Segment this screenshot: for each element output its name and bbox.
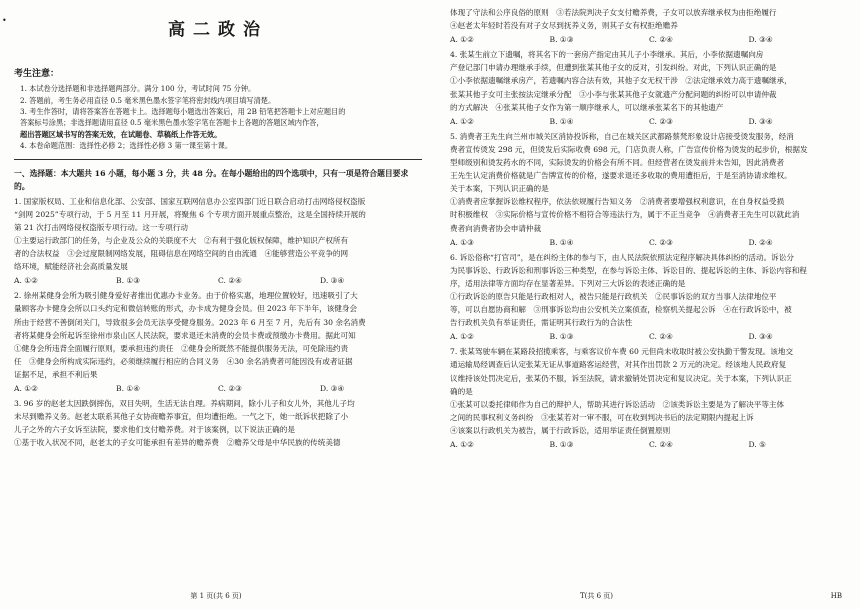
option-d: D. ③④ xyxy=(320,384,345,394)
notice-line: 超出答题区域书写的答案无效，在试题卷、草稿纸上作答无效。 xyxy=(20,129,222,139)
answer-options xyxy=(450,33,848,46)
question-line: 第 21 次打击网络侵权盗版专项行动。这一专项行动 xyxy=(14,222,188,232)
question-line: 2. 徐州某健身会所为吸引健身爱好者推出优惠办卡业务。由于价格实惠，地理位置较好，迅速吸引了大 xyxy=(14,291,358,301)
question-3 xyxy=(14,397,422,449)
answer-options xyxy=(14,274,422,287)
option-c: C. ②③ xyxy=(649,237,673,247)
question-line: 产登记部门申请办理继承手续，但遭到张某其他子女的反对，引发纠纷。对此，下列认识正确的是 xyxy=(450,63,777,73)
question-1 xyxy=(14,195,422,288)
question-line: 证据不足，承担不利后果 xyxy=(14,369,98,379)
section-heading: 一、选择题：本大题共 16 小题，每小题 3 分，共 48 分。在每小题给出的四个选项中，只有一项是符合题目要求的。 xyxy=(14,168,409,191)
question-line: ①主要运行政部门的任务，与企业及公众的关联度不大 ②有利于强化版权保障，维护知识产权所有 xyxy=(14,236,349,245)
question-line: 6. 诉讼俗称“打官司”，是在纠纷主体的参与下，由人民法院依照法定程序解决具体纠纷的活动。诉讼分 xyxy=(450,252,794,262)
question-line: 未尽到赡养义务。赵老太联系其他子女协商赡养事宜，但均遭拒绝。一气之下，她一纸诉状把除了小 xyxy=(14,412,349,422)
question-line: 通运输局经调查后认定张某无证从事道路客运经营，对其作出罚款 2 万元的决定。经该地人民政府复 xyxy=(450,360,787,370)
notice-line: 3. 考生作答时，请将答案答在答题卡上。选择题每小题选出答案后，用 2B 铅笔把答题卡上对应题目的 xyxy=(20,106,346,116)
option-d: D. ③④ xyxy=(748,332,773,342)
answer-options xyxy=(14,382,422,395)
option-d: D. ⑤ xyxy=(748,440,766,449)
notice-line: 2. 答题前，考生务必用直径 0.5 毫米黑色墨水签字笔将密封线内项目填写清楚。 xyxy=(20,95,276,105)
question-5 xyxy=(450,130,848,249)
question-line: 时积极维权 ③实际价格与宣传价格不相符合等违法行为，属于不正当竞争 ④消费者王先生可以就此消 xyxy=(450,210,800,220)
footer-code: HB xyxy=(830,591,842,600)
answer-options xyxy=(450,330,848,343)
option-b: B. ①③ xyxy=(116,276,141,286)
question-line: 议维持该处罚决定后，张某仍不服，诉至法院，请求撤销处罚决定和复议决定。关于本案，下列认识正 xyxy=(450,373,792,383)
option-a: A. ①② xyxy=(450,35,474,45)
question-line: 序，适用法律等方面均存在显著差异。下列对三大诉讼的表述正确的是 xyxy=(450,278,686,288)
right-page xyxy=(440,0,860,609)
option-c: C. ②④ xyxy=(218,276,242,286)
answer-options xyxy=(450,115,848,128)
option-a: A. ①② xyxy=(450,440,474,449)
option-d: D. ③④ xyxy=(748,35,773,45)
notice-line: 1. 本试卷分选择题和非选择题两部分。满分 100 分，考试时间 75 分钟。 xyxy=(20,84,256,94)
question-line: 之间的民事权利义务纠纷 ③张某若对一审不服，可在收到判决书后的法定期限内提起上诉 xyxy=(450,412,754,422)
question-line: ④该案以行政机关为被告，属于行政诉讼，适用举证责任倒置原则 xyxy=(450,425,671,435)
question-line: 者将某健身会所起诉至徐州市泉山区人民法院，要求退还未消费的会员卡费或预缴办卡费用。据此可知 xyxy=(14,330,356,340)
question-line: 费者向消费者协会申请仲裁 xyxy=(450,223,542,233)
question-line: 7. 张某驾驶车辆在某路段招揽乘客，与乘客议价车费 60 元但尚未收取时被公安执勤干警发现。该地交 xyxy=(450,347,794,357)
question-line: ①基于收入状况不同，赵老太的子女可能承担有差异的赡养费 ②赡养父母是中华民族的传统美德 xyxy=(14,438,341,448)
option-b: B. ①③ xyxy=(549,332,574,342)
question-line: 络环境，赋能经济社会高质量发展 xyxy=(14,262,128,272)
option-a: A. ①② xyxy=(14,276,38,286)
option-a: A. ①② xyxy=(14,384,38,394)
question-line: 5. 消费者王先生向兰州市城关区消协投诉称，自己在城关区武都路蔡梵形象设计店接受烫发服务，经消 xyxy=(450,131,794,141)
option-b: B. ①④ xyxy=(549,116,574,126)
question-line: 任 ③健身会所构成实际违约，必须继续履行相应的合同义务 ④30 余名消费者可能因没有或者证据 xyxy=(14,356,353,366)
question-4 xyxy=(450,48,848,128)
question-line: “剑网 2025”专项行动，于 5 月至 11 月开展，将聚焦 6 个专项方面开展重点整治，这是全国持续开展的 xyxy=(14,209,366,219)
question-line: 型师级别和烫发药水的不同，实际烫发的价格会有所不同。但经营者在烫发前并未告知，因此消费者 xyxy=(450,158,785,168)
question-line: 为民事诉讼、行政诉讼和刑事诉讼三种类型，在参与诉讼主体、诉讼目的、提起诉讼的主体、诉讼内容和程 xyxy=(450,265,807,275)
option-a: A. ①③ xyxy=(450,237,474,247)
question-line: ①健身会所违背全面履行原则，要承担违约责任 ②健身会所既然不能提供服务无法，可免除违约责 xyxy=(14,343,349,353)
notice-line: 答案标号涂黑；非选择题请用直径 0.5 毫米黑色墨水签字笔在答题卡上各题的答题区域内作答， xyxy=(20,118,324,128)
page-title: 高二政治 xyxy=(168,20,268,40)
question-line: ①消费者应掌握诉讼维权程序，依法依规履行告知义务 ②消费者要增强权利意识，在自身权益受损 xyxy=(450,197,785,207)
page-footer: 第 1 页(共 6 页) xyxy=(190,591,242,600)
option-d: D. ③④ xyxy=(748,116,773,126)
question-line: 1. 国家版权局、工业和信息化部、公安部、国家互联网信息办公室四部门近日联合启动打击网络侵权盗版 xyxy=(14,196,366,206)
question-line: 张某其他子女可主张按法定继承分配 ③小李与张某其他子女就遗产分配问题的纠纷可以申请仲裁 xyxy=(450,89,777,99)
question-line: 确的是 xyxy=(450,386,473,396)
question-line: 王先生认定消费价格就是广告牌宣传的价格，遂要求退还多收取的费用遭拒后，于是至消协请求维权。 xyxy=(450,171,792,181)
question-line: ①张某可以委托律师作为自己的辩护人，帮助其进行诉讼活动 ②该类诉讼主要是为了解决平等主体 xyxy=(450,399,785,409)
question-line: 3. 96 岁的赵老太因跌倒摔伤，双目失明，生活无法自理。养病期间，除小儿子和女儿外，其他儿子均 xyxy=(14,399,355,409)
option-c: C. ②④ xyxy=(649,332,673,342)
question-line: 者的合法权益 ③会过度限制网络发展，阻碍信息在网络空间的自由流通 ④能够营造公平竞争的网 xyxy=(14,249,349,259)
question-line: 等，可以自愿协商和解 ③刑事诉讼均由公安机关立案侦查，检察机关提起公诉 ④在行政诉讼中，被 xyxy=(450,305,792,315)
option-a: A. ①② xyxy=(450,116,474,126)
option-b: B. ①③ xyxy=(549,35,574,45)
option-c: C. ②③ xyxy=(218,384,242,394)
answer-options xyxy=(450,438,848,451)
question-line: 儿子之外的六子女诉至法院，要求他们支付赡养费。对于该案例，以下说法正确的是 xyxy=(14,425,295,435)
page-footer: T(共 6 页) xyxy=(580,591,614,600)
notice-line: 4. 本卷命题范围：选择性必修 2；选择性必修 3 第一课至第十课。 xyxy=(20,141,233,151)
question-line: 关于本案，下列认识正确的是 xyxy=(450,184,549,194)
answer-options xyxy=(450,236,848,249)
question-line: 量顾客办卡健身会所以口头约定和微信转账的形式，办卡成为健身会员。但 2023 年下半年，该健身会 xyxy=(14,304,358,314)
question-line: 费者宣传烫发 298 元，但烫发后实际收费 698 元，门店负责人称，广告宣传价格为烫发的起步价，根据发 xyxy=(450,144,808,154)
question-2 xyxy=(14,289,422,395)
notice-heading: 考生注意： xyxy=(14,69,60,79)
option-b: B. ①④ xyxy=(116,384,141,394)
question-line: 所由于经营不善倒闭关门，导致很多会员无法享受健身服务。2023 年 6 月至 7 月，先后有 30 余名消费 xyxy=(14,317,366,327)
corner-mark: • xyxy=(2,16,7,25)
question-line: ④赵老太年轻时若没有对子女尽到抚养义务，则其子女有权拒绝赡养 xyxy=(450,21,678,31)
option-c: C. ②④ xyxy=(649,440,673,449)
option-b: B. ①③ xyxy=(549,440,574,449)
question-line: ①行政诉讼的原告只能是行政相对人，被告只能是行政机关 ②民事诉讼的双方当事人法律地位平 xyxy=(450,291,777,301)
question-7 xyxy=(450,345,848,451)
question-3-continued xyxy=(450,6,848,46)
option-a: A. ①② xyxy=(450,332,474,342)
question-6 xyxy=(450,251,848,344)
notice-block xyxy=(14,83,422,151)
option-d: D. ③④ xyxy=(320,276,345,286)
question-line: ①小李依据遗嘱继承房产，若遗嘱内容合法有效，其他子女无权干涉 ②法定继承效力高于遗嘱继承， xyxy=(450,76,792,86)
option-c: C. ②④ xyxy=(649,35,673,45)
option-c: C. ②③ xyxy=(649,116,673,126)
question-line: 的方式解决 ④张某其他子女作为第一顺序继承人，可以继承张某名下的其他遗产 xyxy=(450,102,724,112)
question-line: 4. 张某生前立下遗嘱，将其名下的一套房产指定由其儿子小李继承。其后，小李依据遗嘱向房 xyxy=(450,50,764,60)
question-line: 体现了守法和公序良俗的原则 ③若法院判决子女支付赡养费，子女可以放弃继承权为由拒绝履行 xyxy=(450,8,777,17)
option-b: B. ①④ xyxy=(549,237,574,247)
option-d: D. ②④ xyxy=(748,237,773,247)
question-line: 告行政机关负有举证责任，需证明其行政行为的合法性 xyxy=(450,318,633,328)
divider xyxy=(14,159,422,160)
